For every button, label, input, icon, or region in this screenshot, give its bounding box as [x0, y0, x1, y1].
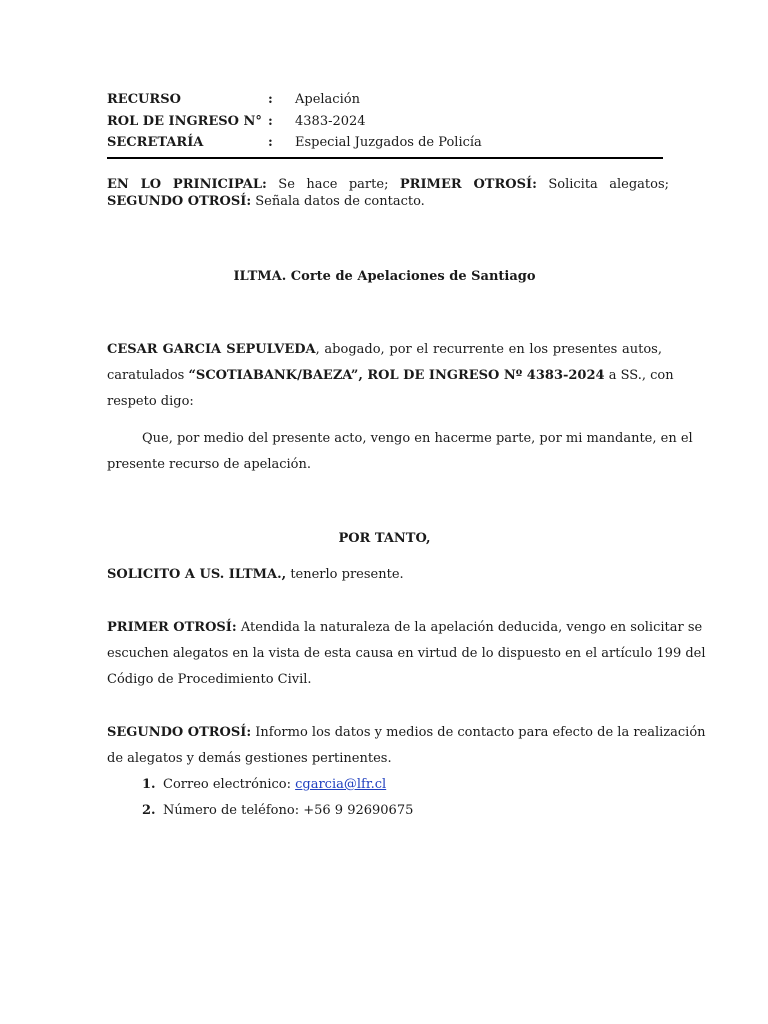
- segundo-otrosi-label: SEGUNDO OTROSÍ:: [107, 725, 252, 740]
- intro-text-1: , abogado, por el recurrente en los presentes autos,: [315, 342, 662, 357]
- segundo-otrosi-text-1: Informo los datos y medios de contacto para efecto de la realización: [251, 725, 706, 740]
- header-colon: :: [268, 114, 273, 129]
- primer-otrosi-line-1: [107, 618, 703, 638]
- header-colon: :: [268, 92, 273, 107]
- header-value: Apelación: [295, 92, 360, 107]
- lawyer-name: CESAR GARCIA SEPULVEDA: [107, 342, 316, 357]
- summary-primer-label: PRIMER OTROSÍ:: [399, 177, 537, 192]
- segundo-otrosi-line-2: de alegatos y demás gestiones pertinentes.: [107, 751, 392, 766]
- case-reference: “SCOTIABANK/BAEZA”, ROL DE INGRESO Nº 4383-2024: [188, 368, 605, 383]
- intro-text-3: a SS., con: [604, 368, 674, 383]
- solicito-text: tenerlo presente.: [286, 567, 404, 582]
- list-item-phone: [0, 801, 768, 821]
- list-text: [163, 801, 413, 821]
- list-text: [163, 775, 386, 795]
- primer-otrosi-label: PRIMER OTROSÍ:: [107, 620, 237, 635]
- summary-segundo-label: SEGUNDO OTROSÍ:: [107, 194, 252, 209]
- header-divider: [107, 157, 663, 159]
- header-colon: :: [268, 135, 273, 150]
- email-label: Correo electrónico:: [163, 777, 296, 792]
- summary-principal-label: EN LO PRINICIPAL:: [107, 177, 267, 192]
- summary-segundo-text: Señala datos de contacto.: [251, 194, 425, 209]
- email-link[interactable]: cgarcia@lfr.cl: [295, 777, 387, 792]
- segundo-otrosi-line-1: [107, 723, 706, 743]
- list-number: 2.: [142, 803, 156, 818]
- header-value: Especial Juzgados de Policía: [295, 135, 482, 150]
- list-item-email: [0, 775, 768, 795]
- list-number: 1.: [142, 777, 156, 792]
- intro-text-2: caratulados: [107, 368, 189, 383]
- court-heading: ILTMA. Corte de Apelaciones de Santiago: [233, 269, 536, 284]
- header-label: RECURSO: [107, 92, 181, 107]
- primer-otrosi-line-3: Código de Procedimiento Civil.: [107, 672, 312, 687]
- phone-number: +56 9 92690675: [303, 803, 414, 818]
- summary-primer-text: Solicita alegatos;: [536, 177, 670, 192]
- primer-otrosi-text-1: Atendida la naturaleza de la apelación deducida, vengo en solicitar se: [236, 620, 703, 635]
- solicito-label: SOLICITO A US. ILTMA.,: [107, 567, 287, 582]
- phone-label: Número de teléfono:: [163, 803, 304, 818]
- body-line-2: presente recurso de apelación.: [107, 457, 312, 472]
- summary-paragraph: [107, 176, 669, 210]
- primer-otrosi-line-2: escuchen alegatos en la vista de esta causa en virtud de lo dispuesto en el artículo 199 del: [107, 646, 706, 661]
- body-line-1: Que, por medio del presente acto, vengo en hacerme parte, por mi mandante, en el: [142, 431, 693, 446]
- header-value: 4383-2024: [295, 114, 366, 129]
- header-label: ROL DE INGRESO N°: [107, 114, 262, 129]
- intro-line-2: [107, 366, 674, 386]
- intro-line-3: respeto digo:: [107, 394, 194, 409]
- header-label: SECRETARÍA: [107, 135, 204, 150]
- por-tanto-heading: POR TANTO,: [338, 531, 431, 546]
- solicito-line: [107, 565, 662, 585]
- intro-line-1: [107, 340, 662, 360]
- summary-principal-text: Se hace parte;: [266, 177, 400, 192]
